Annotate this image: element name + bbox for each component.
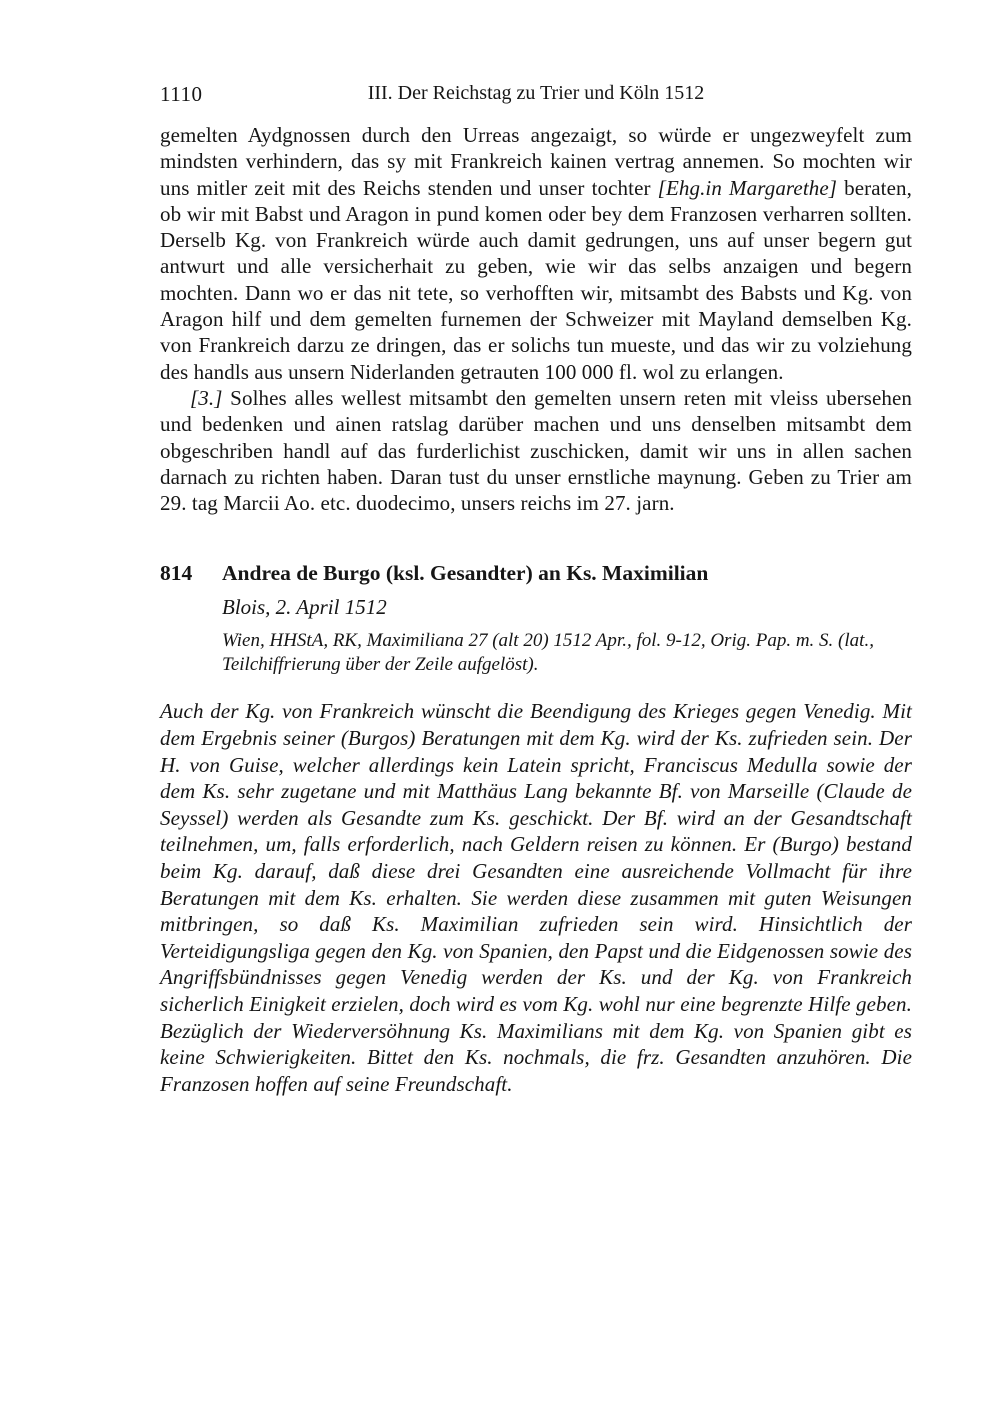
entry-source-reference: Wien, HHStA, RK, Maximiliana 27 (alt 20) 1512 Apr., fol. 9-12, Orig. Pap. m. S. (lat., Teilchiffrierung über der Zeile aufgelöst). bbox=[222, 630, 874, 676]
paragraph-continuation: gemelten Aydgnossen durch den Urreas angezaigt, so würde er ungezweyfelt zum mindsten verhindern, das sy mit Frankreich kainen vertrag annemen. So mochten wir uns mitler zeit mit des Reichs stenden und unser tochter [Ehg.in Margarethe] beraten, ob wir mit Babst und Aragon in pund komen oder bey dem Franzosen verharren sollten. Derselb Kg. von Frankreich würde auch damit gedrungen, uns auf unser begern gut antwurt und alle versicherhait zu geben, wie wir das selbs anzaigen und begern mochten. Dann wo er das nit tete, so verhofften wir, mitsambt des Babsts und Kg. von Aragon hilf und dem gemelten furnemen der Schweizer mit Mayland demselben Kg. von Frankreich darzu ze dringen, das er solichs tun mueste, und das wir zu volziehung des handls aus unsern Niderlanden getrauten 100 000 fl. wol zu erlangen. bbox=[160, 123, 912, 384]
page-number: 1110 bbox=[160, 82, 203, 106]
entry-summary: Auch der Kg. von Frankreich wünscht die Beendigung des Krieges gegen Venedig. Mit dem Ergebnis seiner (Burgos) Beratungen mit dem Kg. wird der Ks. zufrieden sein. Der H. von Guise, welcher allerdings kein Latein spricht, Franciscus Medulla sowie der dem Ks. sehr zugetane und mit Matthäus Lang bekannte Bf. von Marseille (Claude de Seyssel) werden als Gesandte zum Ks. geschickt. Der Bf. wird an der Gesandtschaft teilnehmen, um, falls erforderlich, nach Geldern reisen zu können. Er (Burgo) bestand beim Kg. darauf, daß diese drei Gesandten eine ausreichende Vollmacht für ihre Beratungen mit dem Ks. erhalten. Sie werden diese zusammen mit guten Weisungen mitbringen, so daß Ks. Maximilian zufrieden sein wird. Hinsichtlich der Verteidigungsliga gegen den Kg. von Spanien, den Papst und die Eidgenossen sowie des Angriffsbündnisses gegen Venedig werden der Ks. und der Kg. von Frankreich sicherlich Einigkeit erzielen, doch wird es vom Kg. wohl nur eine begrenzte Hilfe geben. Bezüglich der Wiederversöhnung Ks. Maximilians mit dem Kg. von Spanien gibt es keine Schwierigkeiten. Bittet den Ks. nochmals, die frz. Gesandten anzuhören. Die Franzosen hoffen auf seine Freundschaft. bbox=[160, 699, 912, 1096]
entry-place-date: Blois, 2. April 1512 bbox=[222, 595, 387, 620]
entry-number: 814 bbox=[160, 561, 193, 586]
entry-814 bbox=[160, 560, 912, 1097]
paragraph-section-3: [3.] Solhes alles wellest mitsambt den gemelten unsern reten mit vleiss ubersehen und bedenken und ainen ratslag darüber machen und uns denselben mitsambt dem obgeschriben handl auf das furderlichist zuschicken, damit wir uns in allen sachen darnach zu richten haben. Daran tust du unser ernstliche maynung. Geben zu Trier am 29. tag Marcii Ao. etc. duodecimo, unsers reichs im 27. jarn. bbox=[160, 385, 912, 516]
entry-title: Andrea de Burgo (ksl. Gesandter) an Ks. Maximilian bbox=[222, 561, 709, 586]
running-title: III. Der Reichstag zu Trier und Köln 1512 bbox=[367, 82, 705, 104]
page-header bbox=[160, 82, 912, 109]
entry-heading bbox=[160, 560, 912, 586]
page-body bbox=[160, 122, 912, 1097]
